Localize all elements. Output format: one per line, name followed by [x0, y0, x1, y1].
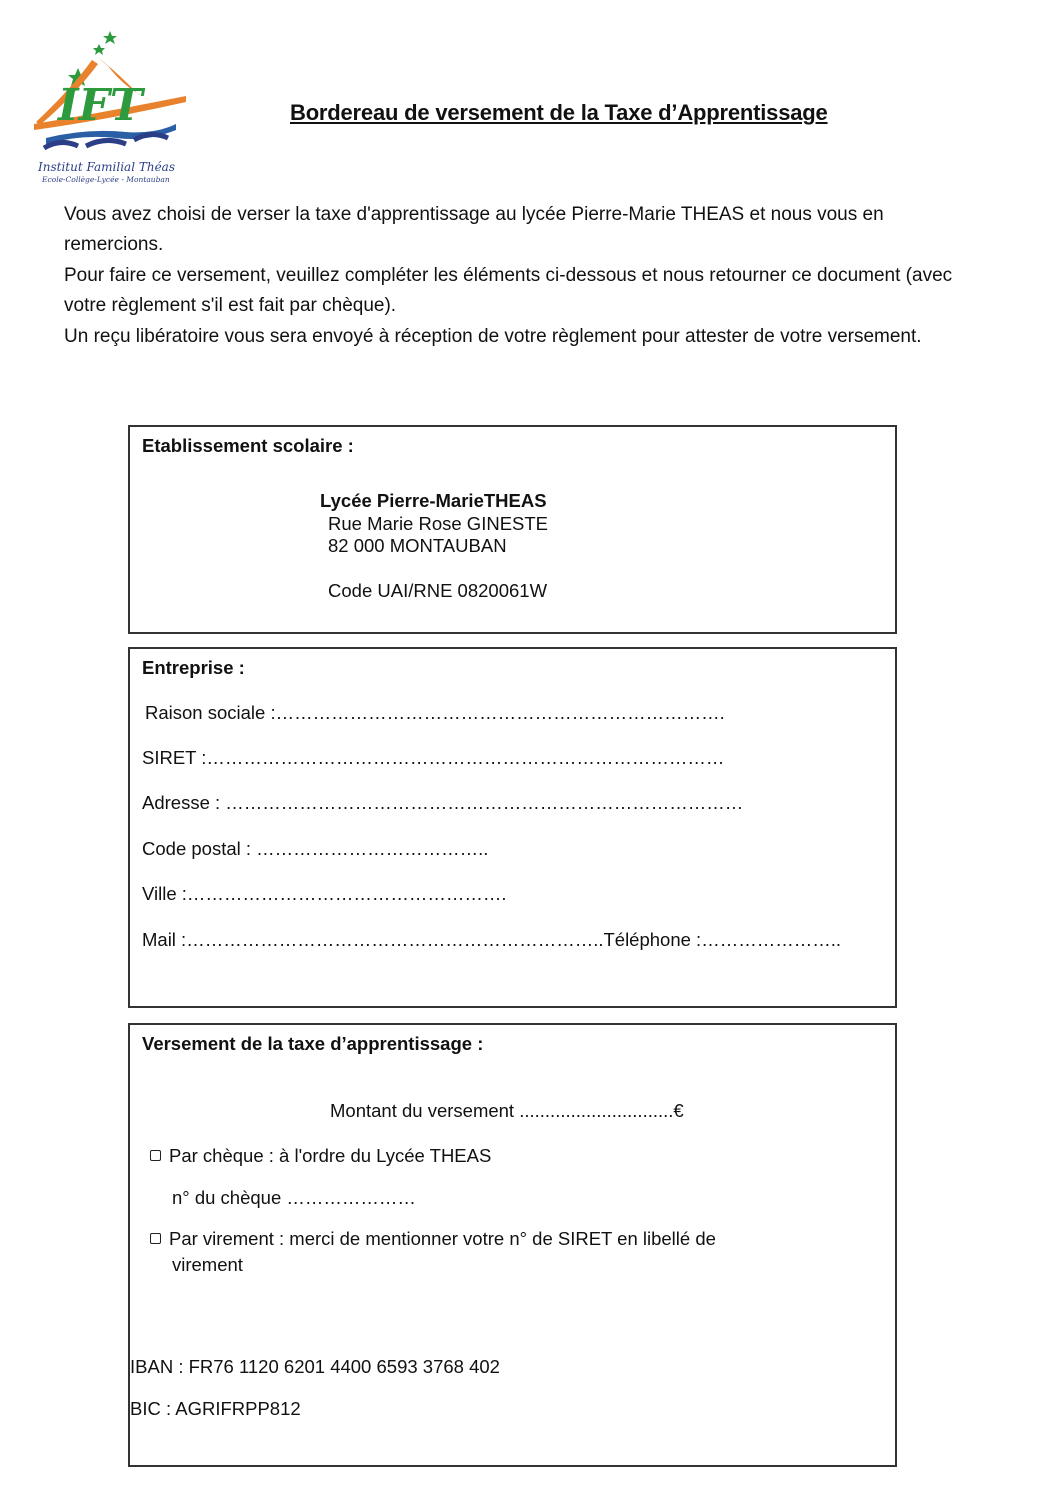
logo-initials: IFT — [58, 80, 143, 131]
school-name: Lycée Pierre-MarieTHEAS — [320, 490, 547, 511]
logo-graphic — [26, 26, 190, 186]
school-heading: Etablissement scolaire : — [142, 435, 354, 456]
payment-box — [128, 1023, 897, 1467]
transfer-option[interactable] — [150, 1228, 716, 1250]
transfer-label: Par virement : merci de mentionner votre n° de SIRET en libellé de — [169, 1228, 716, 1249]
star-icon — [93, 44, 105, 55]
school-city: 82 000 MONTAUBAN — [328, 535, 507, 556]
star-icon — [103, 31, 117, 44]
school-street: Rue Marie Rose GINESTE — [328, 513, 549, 534]
transfer-label-continued: virement — [172, 1254, 243, 1275]
iban: IBAN : FR76 1120 6201 4400 6593 3768 402 — [130, 1356, 500, 1377]
intro-paragraph-1: Vous avez choisi de verser la taxe d'apprentissage au lycée Pierre-Marie THEAS et nous vous en remercions. — [64, 204, 884, 255]
intro-text — [64, 200, 984, 354]
raison-sociale-field[interactable]: Raison sociale :………………………………………………………………. — [145, 702, 725, 723]
document-title: Bordereau de versement de la Taxe d’Apprentissage — [290, 100, 828, 125]
intro-paragraph-2: Pour faire ce versement, veuillez compléter les éléments ci-dessous et nous retourner ce document (avec votre règlement s'il est fait par chèque). — [64, 265, 953, 316]
school-logo — [26, 26, 190, 186]
adresse-field[interactable]: Adresse : ………………………………………………………………………… — [142, 792, 744, 813]
cheque-label: Par chèque : à l'ordre du Lycée THEAS — [169, 1145, 492, 1166]
logo-name: Institut Familial Théas — [38, 160, 175, 174]
bic: BIC : AGRIFRPP812 — [130, 1398, 301, 1419]
company-heading: Entreprise : — [142, 657, 245, 678]
school-info-box — [128, 425, 897, 634]
amount-field[interactable]: Montant du versement ..............................€ — [330, 1100, 684, 1121]
cheque-option[interactable] — [150, 1145, 491, 1167]
code-postal-field[interactable]: Code postal : ……………………………….. — [142, 838, 489, 859]
logo-subtitle: Ecole-Collège-Lycée - Montauban — [42, 175, 170, 184]
transfer-checkbox[interactable] — [150, 1233, 161, 1244]
cheque-number-field[interactable]: n° du chèque ………………… — [172, 1187, 416, 1208]
cheque-checkbox[interactable] — [150, 1150, 161, 1161]
payment-heading: Versement de la taxe d’apprentissage : — [142, 1033, 484, 1054]
intro-paragraph-3: Un reçu libératoire vous sera envoyé à réception de votre règlement pour attester de votre versement. — [64, 326, 922, 347]
company-info-box — [128, 647, 897, 1008]
siret-field[interactable]: SIRET :………………………………………………………………………… — [142, 747, 725, 768]
ville-field[interactable]: Ville :……………………………………………. — [142, 883, 507, 904]
school-code: Code UAI/RNE 0820061W — [328, 580, 548, 601]
mail-telephone-field[interactable]: Mail :…………………………………………………………..Téléphone :………………….. — [142, 929, 841, 950]
